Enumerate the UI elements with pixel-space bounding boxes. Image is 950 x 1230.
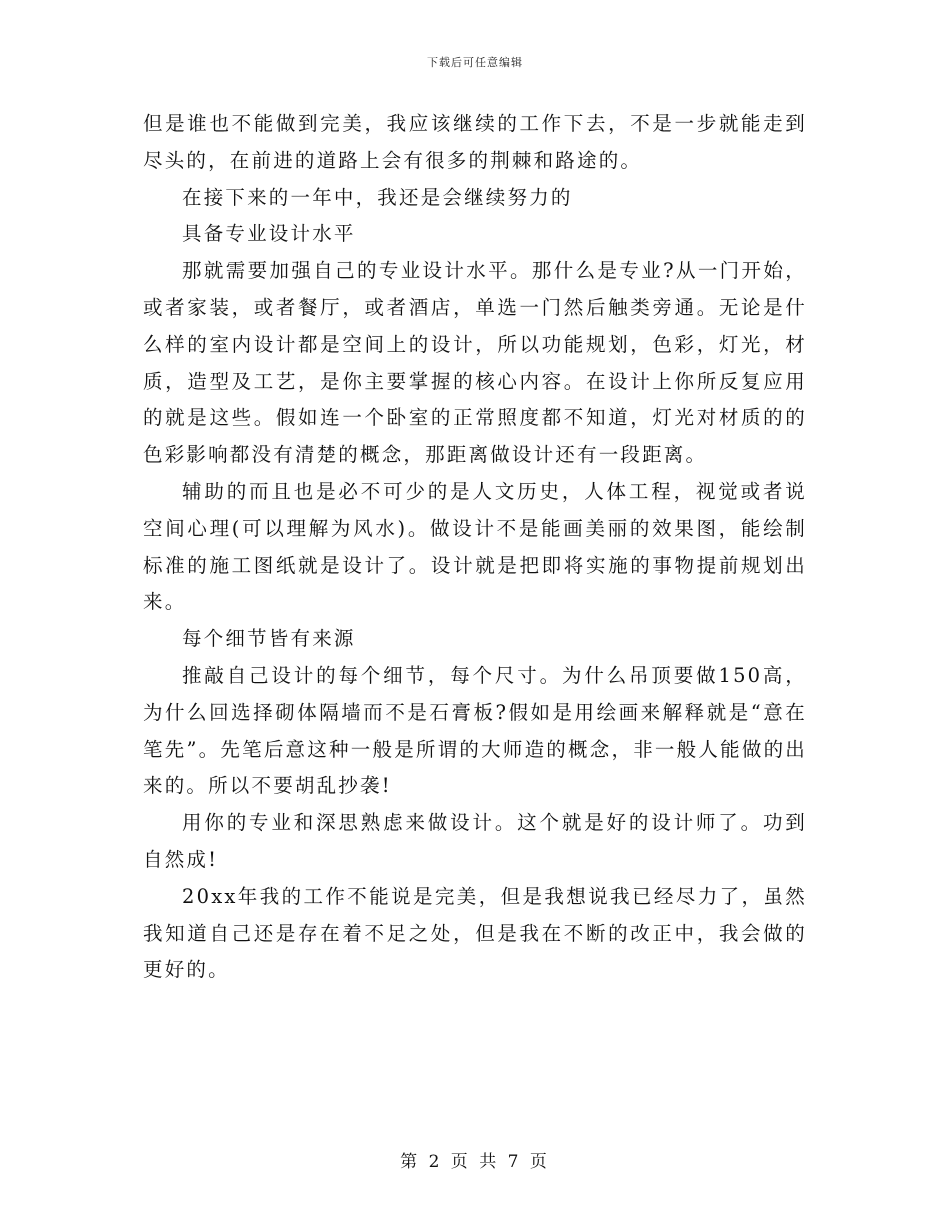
paragraph: 在接下来的一年中，我还是会继续努力的 bbox=[182, 185, 573, 209]
paragraph: 20xx年我的工作不能说是完美，但是我想说我已经尽力了，虽然我知道自己还是存在着不足之处，但是我在不断的改正中，我会做的更好的。 bbox=[143, 884, 807, 982]
paragraph: 辅助的而且也是必不可少的是人文历史，人体工程，视觉或者说空间心理(可以理解为风水)。做设计不是能画美丽的效果图，能绘制标准的施工图纸就是设计了。设计就是把即将实施的事物提前规划出来。 bbox=[143, 479, 807, 614]
paragraph: 那就需要加强自己的专业设计水平。那什么是专业?从一门开始，或者家装，或者餐厅，或者酒店，单选一门然后触类旁通。无论是什么样的室内设计都是空间上的设计，所以功能规划，色彩，灯光，材质，造型及工艺，是你主要掌握的核心内容。在设计上你所反复应用的就是这些。假如连一个卧室的正常照度都不知道，灯光对材质的的色彩影响都没有清楚的概念，那距离做设计还有一段距离。 bbox=[143, 259, 807, 467]
paragraph: 用你的专业和深思熟虑来做设计。这个就是好的设计师了。功到自然成! bbox=[143, 811, 807, 871]
paragraph: 推敲自己设计的每个细节，每个尺寸。为什么吊顶要做150高，为什么回选择砌体隔墙而不是石膏板?假如是用绘画来解释就是“意在笔先”。先笔后意这种一般是所谓的大师造的概念，非一般人能做的出来的。所以不要胡乱抄袭! bbox=[143, 663, 807, 798]
page-header: 下载后可任意编辑 bbox=[427, 56, 523, 69]
page-number: 第 2 页 共 7 页 bbox=[400, 1152, 550, 1172]
section-heading: 每个细节皆有来源 bbox=[182, 627, 356, 651]
section-heading: 具备专业设计水平 bbox=[182, 222, 356, 246]
paragraph: 但是谁也不能做到完美，我应该继续的工作下去，不是一步就能走到尽头的，在前进的道路上会有很多的荆棘和路途的。 bbox=[143, 112, 807, 172]
document-body bbox=[143, 106, 807, 989]
